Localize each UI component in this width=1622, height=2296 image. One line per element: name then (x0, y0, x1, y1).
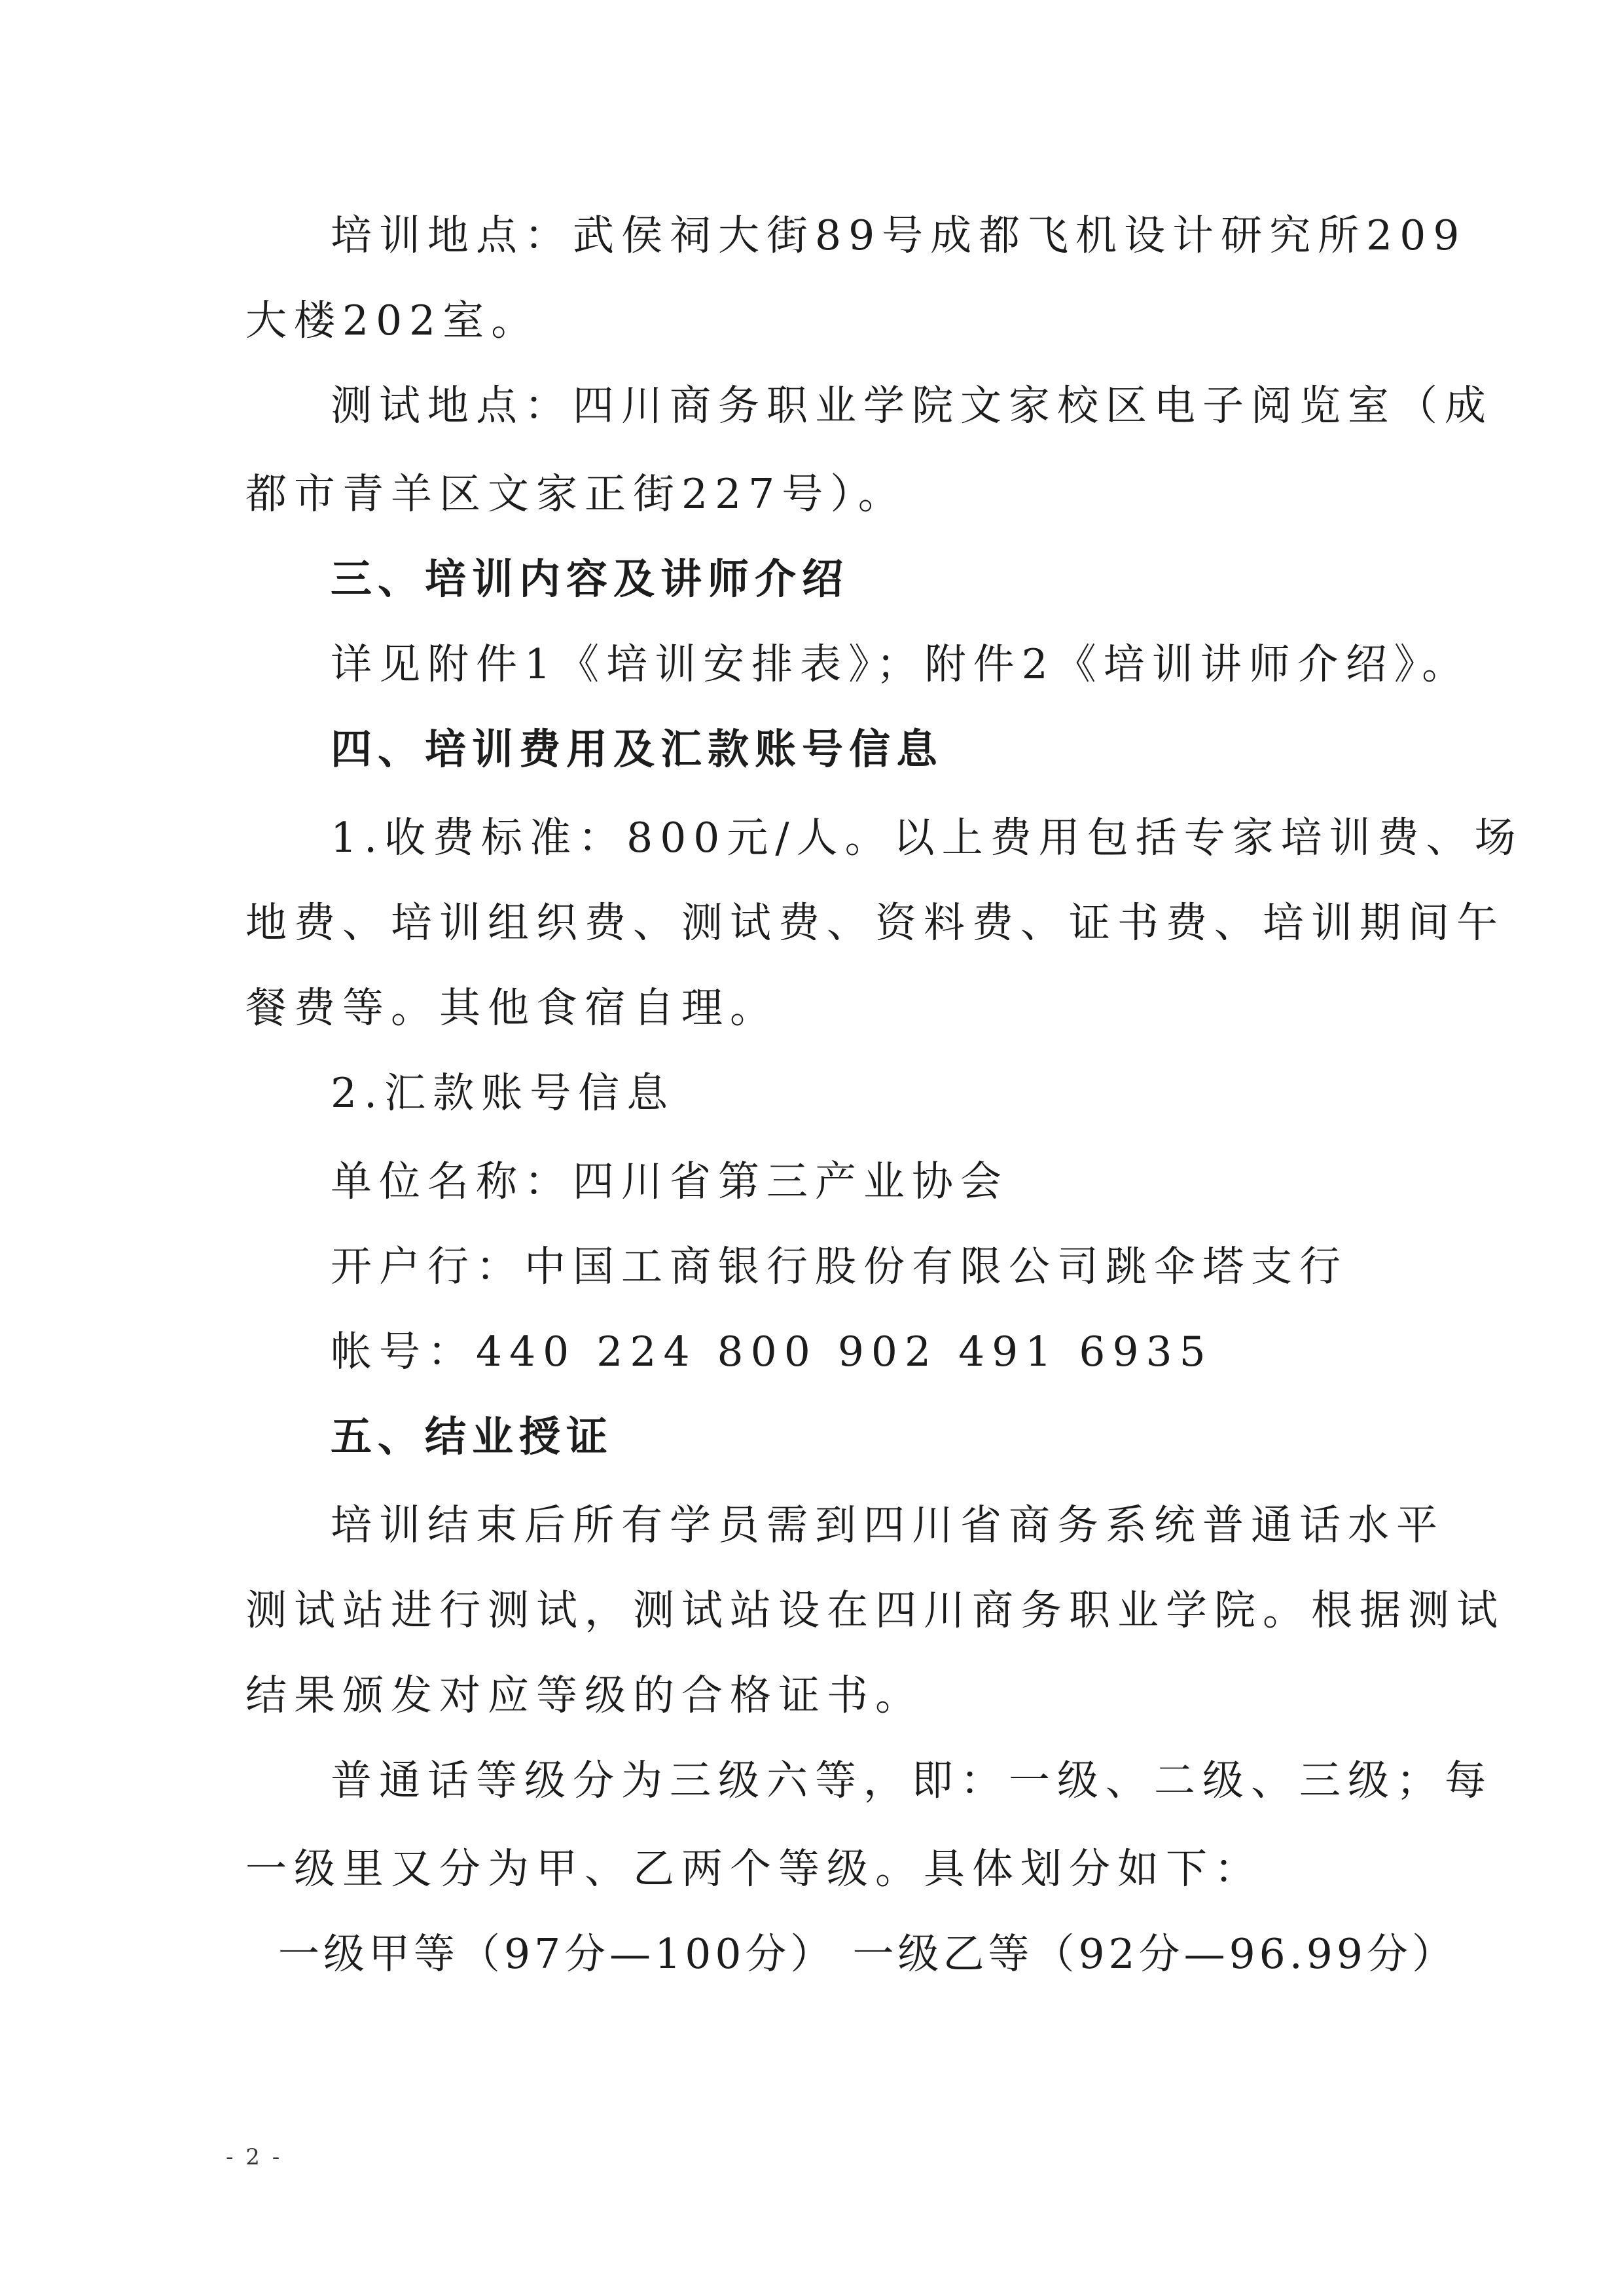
paragraph-line-fee-standard-end: 餐费等。其他食宿自理。 (245, 984, 778, 1032)
paragraph-line-training-location: 培训地点：武侯祠大街89号成都飞机设计研究所209 (331, 211, 1467, 259)
paragraph-line-training-location-cont: 大楼202室。 (245, 297, 540, 344)
paragraph-line-completion-end: 结果颁发对应等级的合格证书。 (245, 1671, 924, 1719)
paragraph-line-test-location-cont: 都市青羊区文家正街227号）。 (245, 470, 907, 518)
paragraph-line-levels-cont: 一级里又分为甲、乙两个等级。具体划分如下： (245, 1845, 1263, 1893)
paragraph-line-attachments: 详见附件1《培训安排表》；附件2《培训讲师介绍》。 (331, 640, 1471, 688)
paragraph-line-account-number: 帐号：440 224 800 902 491 6935 (331, 1328, 1213, 1376)
paragraph-line-account-info: 2.汇款账号信息 (331, 1069, 676, 1117)
paragraph-line-completion-cont: 测试站进行测试，测试站设在四川商务职业学院。根据测试 (245, 1586, 1505, 1634)
paragraph-line-bank: 开户行：中国工商银行股份有限公司跳伞塔支行 (331, 1243, 1348, 1290)
paragraph-line-completion: 培训结束后所有学员需到四川省商务系统普通话水平 (331, 1501, 1445, 1549)
paragraph-line-fee-standard: 1.收费标准：800元/人。以上费用包括专家培训费、场 (331, 814, 1523, 862)
page-number: - 2 - (226, 2144, 283, 2170)
paragraph-line-test-location: 测试地点：四川商务职业学院文家校区电子阅览室（成 (331, 382, 1493, 429)
section-heading-4: 四、培训费用及汇款账号信息 (331, 725, 943, 773)
paragraph-line-level-grades: 一级甲等（97分—100分） 一级乙等（92分—96.99分） (278, 1930, 1457, 1978)
section-heading-5: 五、结业授证 (331, 1413, 613, 1461)
paragraph-line-levels: 普通话等级分为三级六等，即：一级、二级、三级；每 (331, 1757, 1493, 1804)
section-heading-3: 三、培训内容及讲师介绍 (331, 555, 849, 603)
paragraph-line-fee-standard-cont: 地费、培训组织费、测试费、资料费、证书费、培训期间午 (245, 899, 1505, 947)
paragraph-line-unit-name: 单位名称：四川省第三产业协会 (331, 1157, 1009, 1205)
